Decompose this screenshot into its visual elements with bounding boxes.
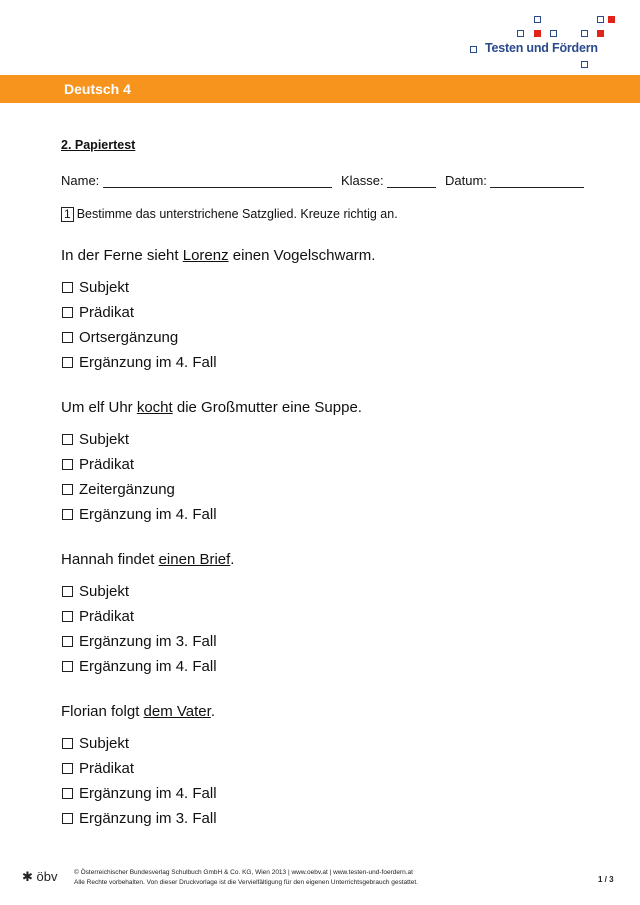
footer-copyright [74, 868, 418, 887]
subject-title: Deutsch 4 [64, 81, 131, 97]
question-text: In der Ferne sieht [61, 247, 183, 264]
option-checkbox[interactable] [62, 456, 134, 473]
test-title: 2. Papiertest [61, 138, 136, 152]
logo-square-red-icon [597, 30, 604, 37]
task-number: 1 [61, 207, 74, 222]
checkbox-icon[interactable] [62, 509, 73, 520]
option-checkbox[interactable] [62, 633, 217, 650]
name-field[interactable] [103, 187, 332, 188]
option-label: Prädikat [79, 304, 135, 321]
rights-line: Alle Rechte vorbehalten. Von dieser Druckvorlage ist die Vervielfältigung für den eigenen Unterrichtsgebrauch gestattet. [74, 878, 418, 886]
class-field[interactable] [387, 187, 436, 188]
underlined-word: Lorenz [182, 247, 229, 264]
option-checkbox[interactable] [62, 304, 134, 321]
subject-banner [0, 75, 640, 103]
underlined-word: kocht [136, 399, 173, 416]
option-label: Ergänzung im 3. Fall [79, 810, 217, 827]
task-instruction [61, 207, 398, 222]
brand-name: Testen und Fördern [485, 41, 598, 55]
option-label: Prädikat [79, 760, 135, 777]
option-checkbox[interactable] [62, 810, 217, 827]
option-checkbox[interactable] [62, 279, 129, 296]
star-icon: ✱ [22, 869, 33, 884]
checkbox-icon[interactable] [62, 332, 73, 343]
checkbox-icon[interactable] [62, 586, 73, 597]
date-label: Datum: [445, 173, 487, 188]
checkbox-icon[interactable] [62, 611, 73, 622]
question-text: Florian folgt [61, 703, 144, 720]
logo-square-icon [581, 61, 588, 68]
option-checkbox[interactable] [62, 735, 129, 752]
option-checkbox[interactable] [62, 481, 175, 498]
option-label: Ergänzung im 4. Fall [79, 354, 217, 371]
publisher-logo [22, 869, 58, 885]
option-label: Ortsergänzung [79, 329, 179, 346]
testen-und-foerdern-logo [468, 16, 628, 72]
option-label: Subjekt [79, 583, 130, 600]
question-text: Um elf Uhr [61, 399, 137, 416]
copyright-line: © Österreichischer Bundesverlag Schulbuch GmbH & Co. KG, Wien 2013 | www.oebv.at | www.testen-und-foerdern.at [74, 869, 413, 876]
question-text: einen Vogelschwarm. [228, 247, 376, 264]
question-4 [61, 703, 215, 720]
checkbox-icon[interactable] [62, 357, 73, 368]
logo-square-icon [550, 30, 557, 37]
checkbox-icon[interactable] [62, 434, 73, 445]
checkbox-icon[interactable] [62, 484, 73, 495]
option-checkbox[interactable] [62, 608, 134, 625]
checkbox-icon[interactable] [62, 788, 73, 799]
logo-square-icon [534, 16, 541, 23]
logo-square-icon [517, 30, 524, 37]
underlined-word: einen Brief [158, 551, 231, 568]
option-checkbox[interactable] [62, 760, 134, 777]
question-text: . [230, 551, 235, 568]
option-label: Subjekt [79, 431, 130, 448]
option-checkbox[interactable] [62, 658, 217, 675]
class-label: Klasse: [341, 173, 384, 188]
logo-square-red-icon [608, 16, 615, 23]
checkbox-icon[interactable] [62, 459, 73, 470]
logo-square-icon [581, 30, 588, 37]
option-label: Ergänzung im 3. Fall [79, 633, 217, 650]
option-checkbox[interactable] [62, 583, 129, 600]
option-checkbox[interactable] [62, 506, 217, 523]
option-checkbox[interactable] [62, 354, 217, 371]
publisher-logo-text: öbv [36, 869, 58, 884]
question-text: Hannah findet [61, 551, 159, 568]
option-checkbox[interactable] [62, 329, 178, 346]
question-text: die Großmutter eine Suppe. [172, 399, 362, 416]
checkbox-icon[interactable] [62, 738, 73, 749]
instruction-text: Bestimme das unterstrichene Satzglied. Kreuze richtig an. [76, 207, 398, 221]
question-text: . [210, 703, 215, 720]
option-label: Ergänzung im 4. Fall [79, 785, 217, 802]
logo-square-icon [597, 16, 604, 23]
checkbox-icon[interactable] [62, 636, 73, 647]
question-3 [61, 551, 234, 568]
checkbox-icon[interactable] [62, 813, 73, 824]
logo-square-red-icon [534, 30, 541, 37]
checkbox-icon[interactable] [62, 307, 73, 318]
question-1 [61, 247, 375, 264]
option-label: Prädikat [79, 456, 135, 473]
underlined-word: dem Vater [143, 703, 211, 720]
checkbox-icon[interactable] [62, 282, 73, 293]
option-label: Subjekt [79, 735, 130, 752]
page-number: 1 / 3 [598, 875, 614, 884]
question-2 [61, 399, 362, 416]
checkbox-icon[interactable] [62, 763, 73, 774]
option-checkbox[interactable] [62, 785, 217, 802]
option-label: Subjekt [79, 279, 130, 296]
date-field[interactable] [490, 187, 584, 188]
option-label: Prädikat [79, 608, 135, 625]
option-label: Ergänzung im 4. Fall [79, 506, 217, 523]
checkbox-icon[interactable] [62, 661, 73, 672]
option-checkbox[interactable] [62, 431, 129, 448]
option-label: Ergänzung im 4. Fall [79, 658, 217, 675]
name-label: Name: [61, 173, 100, 188]
option-label: Zeitergänzung [79, 481, 175, 498]
logo-square-icon [470, 46, 477, 53]
